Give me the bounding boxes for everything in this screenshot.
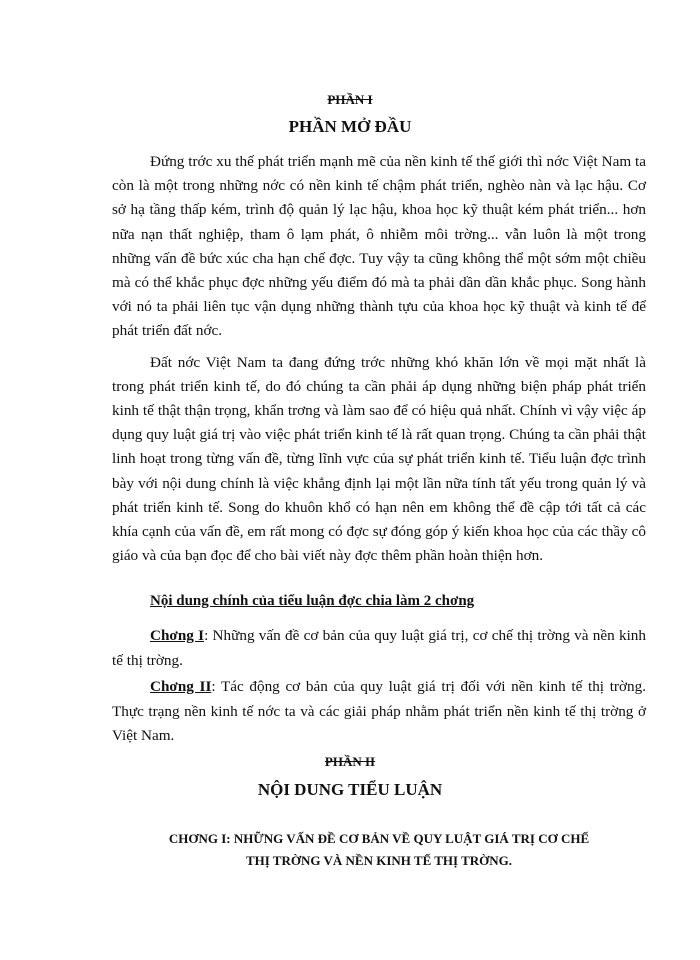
part-2-label: PHẦN II [324,754,376,769]
chapter-1-heading-line-2: THỊ TRỜNG VÀ NỀN KINH TẾ THỊ TRỜNG. [245,853,513,868]
part-1-label: PHẦN I [327,92,373,107]
chapter-item-2 [112,675,646,749]
chapter-1-heading [112,828,646,872]
intro-paragraph-1: Đứng trớc xu thế phát triển mạnh mẽ của nền kinh tế thế giới thì nớc Việt Nam ta còn là một trong những nớc có nền kinh tế chậm phát triển, nghèo nàn và lạc hậu. Cơ sở hạ tầng thấp kém, trình độ quản lý lạc hậu, khoa học kỹ thuật kém phát triển... hơn nữa nạn thất nghiệp, tham ô lạm phát, ô nhiễm môi trờng... vẫn luôn là một trong những vấn đề bức xúc cha hạn chế đợc. Tuy vậy ta cũng không thể một sớm một chiều mà có thể khắc phục đợc những yếu điểm đó mà ta phải dần dần khắc phục. Song hành với nó ta phải liên tục vận dụng những thành tựu của khoa học kỹ thuật và kinh tế để phát triển đất nớc. [112,153,646,340]
intro-paragraph-2: Đất nớc Việt Nam ta đang đứng trớc những khó khăn lớn về mọi mặt nhất là trong phát triển kinh tế, do đó chúng ta cần phải áp dụng những biện pháp phát triển kinh tế thật thận trọng, khẩn trơng và làm sao để có hiệu quả nhất. Chính vì vậy việc áp dụng quy luật giá trị vào việc phát triển kinh tế là rất quan trọng. Chúng ta cần phải thật linh hoạt trong từng vấn đề, từng lĩnh vực của sự phát triển kinh tế. Tiểu luận đợc trình bày với nội dung chính là việc khẳng định lại một lần nữa tính tất yếu trong quản lý và phát triển kinh tế. Song do khuôn khổ có hạn nên em không thể đề cập tới tất cả các khía cạnh của vấn đề, em rất mong có đợc sự đóng góp ý kiến khoa học của các thầy cô giáo và của bạn đọc để cho bài viết này đợc thêm phần hoàn thiện hơn. [112,353,646,565]
part-1-title: PHẦN MỞ ĐẦU [288,117,412,136]
chapter-2-text: : Tác động cơ bản của quy luật giá trị đối với nền kinh tế thị trờng. Thực trạng nền kinh tế nớc ta và các giải pháp nhằm phát triển nền kinh tế thị trờng ở Việt Nam. [112,678,646,744]
chapter-1-heading-line-1: CHƠNG I: NHỮNG VẤN ĐỀ CƠ BẢN VỀ QUY LUẬT GIÁ TRỊ CƠ CHẾ [168,831,590,846]
chapter-2-name: Chơng II [150,678,212,695]
intro-section [112,150,646,568]
part-2-title: NỘI DUNG TIỂU LUẬN [257,780,443,799]
chapter-1-text: : Những vấn đề cơ bản của quy luật giá trị, cơ chế thị trờng và nền kinh tế thị trờng. [112,627,646,669]
chapter-1-name: Chơng I [150,627,205,644]
summary-line: Nội dung chính của tiểu luận đợc chia làm 2 chơng [150,593,475,609]
chapter-item-1 [112,624,646,673]
